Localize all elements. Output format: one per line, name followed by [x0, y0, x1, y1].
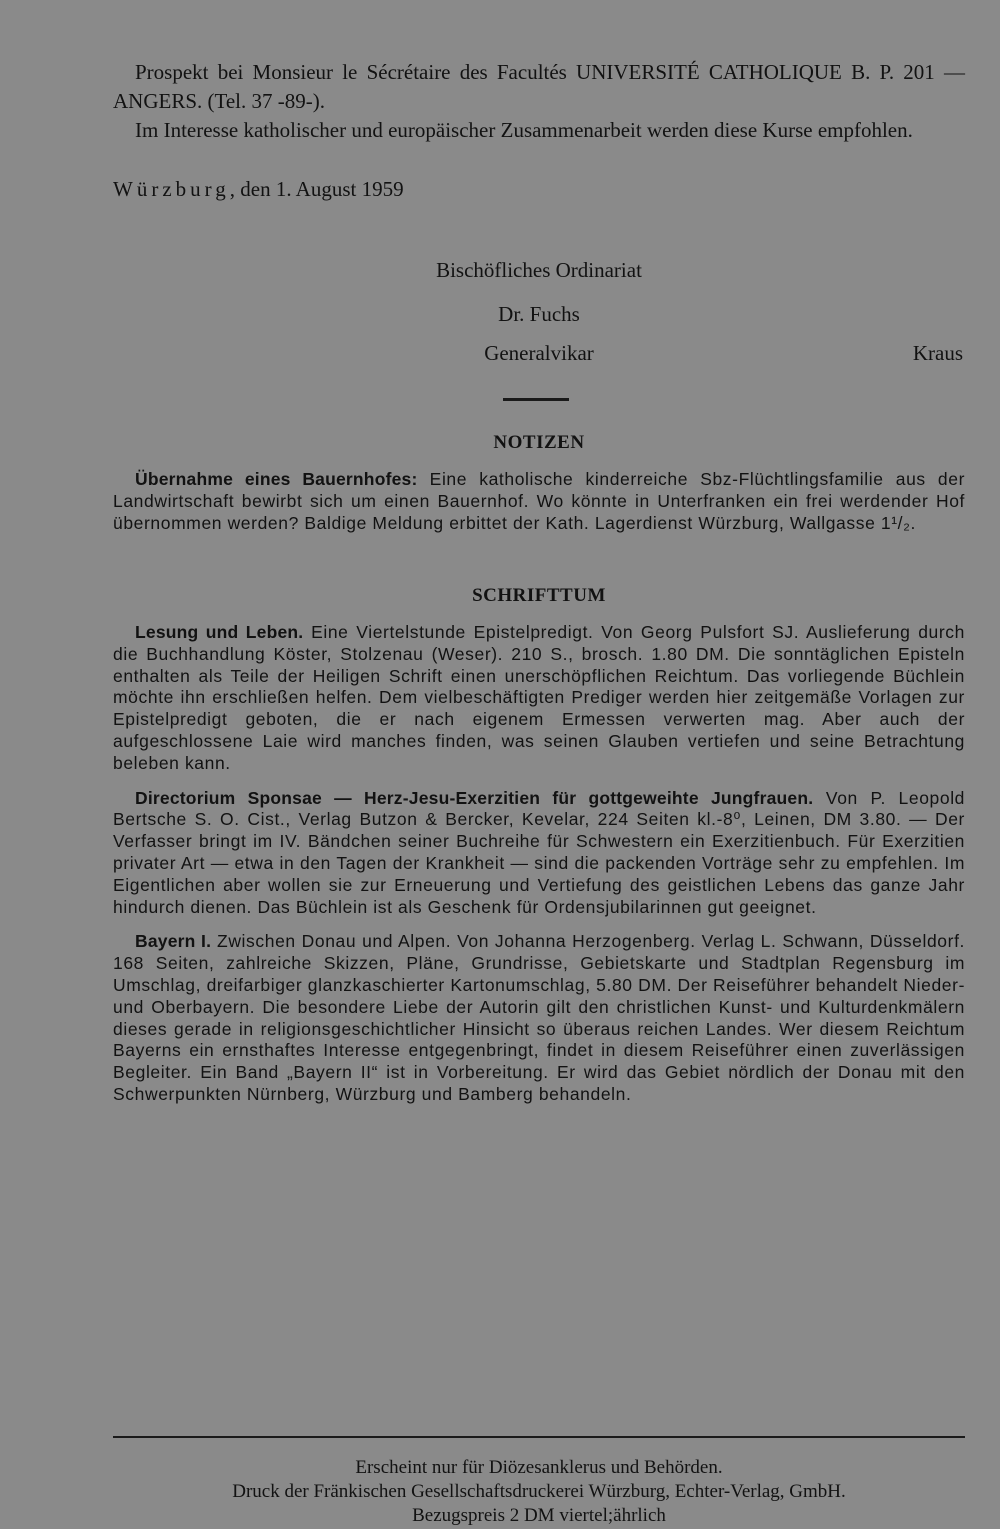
review-text: Von P. Leopold Bertsche S. O. Cist., Verlag Butzon & Bercker, Kevelar, 224 Seiten kl.-8⁰, Leinen, DM 3.80. — Der Verfasser bringt im IV. Bändchen seiner Buchreihe für Schwestern ein Exerzitienbuch. Für Exerzitien privater Art — etwa in den Tagen der Krankheit — sind die packenden Vorträge sehr zu empfehlen. Im Eigentlichen aber wollen sie zur Erneuerung und Vertiefung des geistlichen Lebens das ganze Jahr hindurch dienen. Das Büchlein ist als Geschenk für Ordensjubilarinnen gut geeignet. — [113, 787, 966, 917]
signature-title: Generalvikar — [484, 341, 594, 365]
review-text: Zwischen Donau und Alpen. Von Johanna Herzogenberg. Verlag L. Schwann, Düsseldorf. 168 Seiten, zahlreiche Skizzen, Pläne, Grundrisse, Gebietskarte und Stadtplan Regensburg im Umschlag, dreifarbiger glanzkaschierter Kartonumschlag, 5.80 DM. Der Reiseführer behandelt Nieder- und Oberbayern. Die besondere Liebe der Autorin gilt den christlichen Kunst- und Kulturdenkmälern dieses gerade in religionsgeschichtlicher Hinsicht so überaus reichen Landes. Wer diesem Reichtum Bayerns ein ernsthaftes Interesse entgegenbringt, findet in diesem Reiseführer einen zuverlässigen Begleiter. Ein Band „Bayern II“ ist in Vorbereitung. Er wird das Gebiet nördlich der Donau mit den Schwerpunkten Nürnberg, Würzburg und Bamberg behandeln. — [113, 931, 965, 1104]
review-entry — [113, 788, 965, 919]
footer-line-printer: Druck der Fränkischen Gesellschaftsdruckerei Würzburg, Echter-Verlag, GmbH. — [232, 1481, 846, 1502]
signature-office: Bischöfliches Ordinariat — [436, 258, 642, 282]
footer-line-price: Bezugspreis 2 DM viertel;ährlich — [412, 1505, 666, 1526]
review-text: Eine Viertelstunde Epistelpredigt. Von Georg Pulsfort SJ. Auslieferung durch die Buchhandlung Köster, Stolzenau (Weser). 210 S., brosch. 1.80 DM. Die sonntäglichen Episteln enthalten als Teile der Heiligen Schrift einen unerschöpflichen Reichtum. Das vorliegende Büchlein möchte ihn erschließen helfen. Dem vielbeschäftigten Prediger werden hier zeitgemäße Vorlagen zur Epistelpredigt geboten, die er nach eigenem Ermessen verwerten mag. Aber auch der aufgeschlossene Laie wird manches finden, was seinen Glauben vertiefen und seine Betrachtung beleben kann. — [113, 622, 965, 773]
signature-name: Dr. Fuchs — [498, 302, 580, 326]
prospect-paragraph: Prospekt bei Monsieur le Sécrétaire des Facultés UNIVERSITÉ CATHOLIQUE B. P. 201 — ANGERS. (Tel. 37 -89-). — [113, 60, 965, 113]
recommendation-paragraph: Im Interesse katholischer und europäischer Zusammenarbeit werden diese Kurse empfohlen. — [135, 118, 913, 142]
date-text: , den 1. August 1959 — [229, 177, 404, 201]
review-entry — [113, 622, 965, 775]
footer-line-distribution: Erscheint nur für Diözesanklerus und Behörden. — [355, 1457, 723, 1478]
section-divider — [503, 398, 569, 401]
schrifttum-section — [113, 622, 965, 1119]
review-title: Bayern I. — [135, 931, 212, 952]
signature-right-name: Kraus — [912, 341, 963, 365]
review-entry — [113, 931, 965, 1105]
notizen-entry-title: Übernahme eines Bauernhofes: — [135, 469, 418, 489]
date-place: Würzburg — [113, 177, 230, 201]
review-title: Directorium Sponsae — Herz-Jesu-Exerzitien für gottgeweihte Jungfrauen. — [135, 787, 814, 808]
footer-divider — [113, 1436, 965, 1438]
schrifttum-heading: SCHRIFTTUM — [472, 585, 606, 606]
date-line — [113, 175, 965, 204]
prospect-block — [113, 58, 965, 204]
notizen-heading: NOTIZEN — [493, 432, 585, 453]
notizen-section — [113, 469, 965, 547]
review-title: Lesung und Leben. — [135, 622, 304, 642]
notizen-entry-text: Eine katholische kinderreiche Sbz-Flüchtlingsfamilie aus der Landwirtschaft bewirbt sich um einen Bauernhof. Wo könnte in Unterfranken ein frei werdender Hof übernommen werden? Baldige Meldung erbittet der Kath. Lagerdienst Würzburg, Wallgasse 1¹/₂. — [113, 469, 965, 533]
notizen-entry — [113, 469, 965, 534]
footer — [113, 1456, 965, 1528]
